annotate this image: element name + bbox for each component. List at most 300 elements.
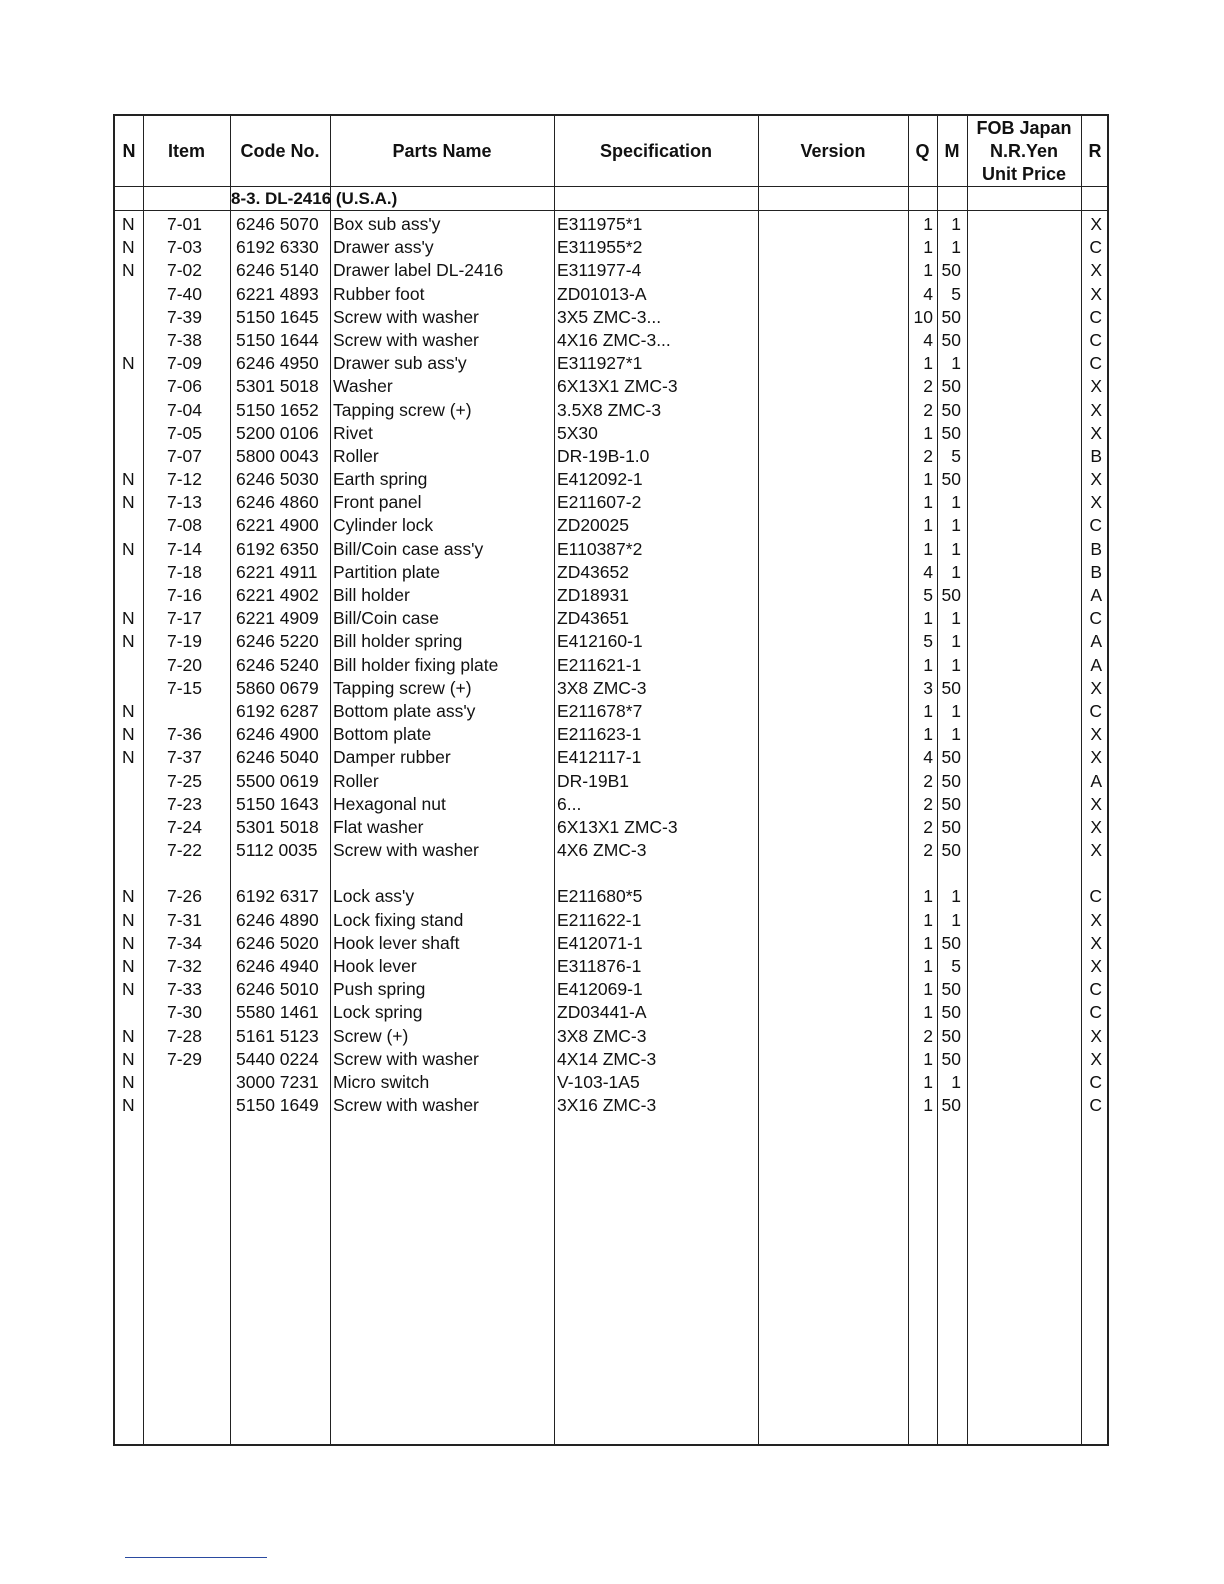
- cell-q: 2: [923, 445, 933, 466]
- cell-q: 1: [923, 492, 933, 513]
- cell-parts-name: Screw with washer: [333, 1095, 479, 1116]
- cell-parts-name: Bill/Coin case: [333, 608, 440, 629]
- cell-m: 50: [941, 1025, 961, 1046]
- cell-q: 2: [923, 770, 933, 791]
- cell-parts-name: Lock ass'y: [333, 886, 415, 907]
- cell-r: X: [1090, 399, 1102, 420]
- cell-code-no: 6246 5010: [236, 979, 319, 1000]
- cell-m: 5: [951, 283, 961, 304]
- cell-m: 1: [951, 561, 961, 582]
- cell-parts-name: Bill/Coin case ass'y: [333, 538, 484, 559]
- cell-q: 1: [923, 260, 933, 281]
- table-row: [115, 514, 1107, 537]
- cell-r: X: [1090, 816, 1102, 837]
- cell-q: 2: [923, 816, 933, 837]
- cell-code-no: 6221 4911: [236, 561, 318, 582]
- cell-r: C: [1089, 886, 1102, 907]
- cell-n: N: [122, 1025, 135, 1046]
- cell-specification: E211680*5: [557, 886, 643, 907]
- cell-r: C: [1089, 306, 1102, 327]
- cell-m: 1: [951, 608, 961, 629]
- cell-r: X: [1090, 793, 1102, 814]
- table-row: [115, 213, 1107, 236]
- header-r: R: [1088, 141, 1102, 161]
- cell-m: 50: [941, 770, 961, 791]
- cell-parts-name: Hexagonal nut: [333, 793, 446, 814]
- cell-r: C: [1089, 353, 1102, 374]
- cell-specification: 4X6 ZMC-3: [557, 840, 647, 861]
- cell-m: 1: [951, 724, 961, 745]
- cell-item: 7-12: [167, 469, 203, 490]
- cell-m: 1: [951, 1071, 961, 1092]
- cell-q: 2: [923, 376, 933, 397]
- cell-item: 7-26: [167, 886, 203, 907]
- cell-specification: E412117-1: [557, 747, 642, 768]
- cell-item: 7-31: [167, 909, 203, 930]
- cell-m: 1: [951, 492, 961, 513]
- cell-q: 1: [923, 1071, 933, 1092]
- cell-m: 50: [941, 422, 961, 443]
- table-row: [115, 352, 1107, 375]
- cell-parts-name: Cylinder lock: [333, 515, 434, 536]
- cell-m: 50: [941, 399, 961, 420]
- cell-parts-name: Hook lever: [333, 956, 417, 976]
- cell-q: 5: [923, 631, 933, 652]
- cell-specification: DR-19B-1.0: [557, 445, 650, 466]
- cell-specification: 4X14 ZMC-3: [557, 1048, 657, 1069]
- cell-q: 3: [923, 677, 933, 698]
- cell-r: X: [1090, 492, 1102, 513]
- section-divider: [115, 210, 1107, 211]
- cell-parts-name: Push spring: [333, 979, 426, 1000]
- table-row: [115, 422, 1107, 445]
- cell-specification: ZD01013-A: [557, 283, 647, 304]
- cell-q: 1: [923, 237, 933, 258]
- cell-m: 1: [951, 237, 961, 258]
- cell-m: 50: [941, 979, 961, 1000]
- cell-code-no: 6221 4900: [236, 515, 319, 536]
- cell-parts-name: Lock spring: [333, 1002, 423, 1023]
- cell-code-no: 5150 1644: [236, 329, 319, 350]
- cell-m: 50: [941, 932, 961, 953]
- table-row: [115, 862, 1107, 885]
- cell-n: N: [122, 700, 135, 721]
- cell-m: 1: [951, 353, 961, 374]
- cell-n: N: [122, 353, 135, 374]
- cell-parts-name: Bill holder: [333, 585, 410, 605]
- cell-r: X: [1090, 840, 1102, 861]
- cell-m: 50: [941, 329, 961, 350]
- cell-r: A: [1090, 631, 1102, 652]
- cell-m: 50: [941, 816, 961, 837]
- table-row: [115, 839, 1107, 862]
- cell-parts-name: Micro switch: [333, 1071, 430, 1092]
- cell-item: 7-18: [167, 561, 203, 582]
- table-row: [115, 955, 1107, 978]
- cell-r: A: [1090, 770, 1102, 791]
- cell-specification: ZD03441-A: [557, 1002, 647, 1023]
- cell-r: X: [1090, 214, 1102, 234]
- cell-r: A: [1090, 654, 1102, 675]
- cell-n: N: [122, 214, 135, 234]
- cell-code-no: 6246 4900: [236, 724, 319, 745]
- cell-item: 7-07: [167, 445, 203, 466]
- cell-code-no: 5150 1645: [236, 306, 319, 327]
- table-row: [115, 793, 1107, 816]
- table-row: [115, 630, 1107, 653]
- table-row: [115, 259, 1107, 282]
- cell-item: 7-02: [167, 260, 203, 281]
- cell-code-no: 6221 4902: [236, 585, 319, 605]
- cell-m: 5: [951, 445, 961, 466]
- cell-q: 2: [923, 1025, 933, 1046]
- table-row: [115, 1071, 1107, 1094]
- cell-q: 1: [923, 724, 933, 745]
- cell-specification: E311977-4: [557, 260, 642, 281]
- table-row: [115, 1094, 1107, 1117]
- header-m: M: [944, 141, 960, 161]
- cell-item: 7-30: [167, 1002, 203, 1023]
- cell-m: 50: [941, 376, 961, 397]
- cell-r: B: [1090, 538, 1102, 559]
- table-row: [115, 445, 1107, 468]
- cell-specification: E311927*1: [557, 353, 643, 374]
- cell-parts-name: Screw with washer: [333, 840, 479, 861]
- table-row: [115, 932, 1107, 955]
- cell-specification: E211622-1: [557, 909, 642, 930]
- cell-item: 7-04: [167, 399, 203, 420]
- cell-item: 7-24: [167, 816, 203, 837]
- cell-n: N: [122, 608, 135, 629]
- table-row: [115, 723, 1107, 746]
- cell-n: N: [122, 979, 135, 1000]
- cell-item: 7-32: [167, 956, 203, 976]
- cell-q: 2: [923, 399, 933, 420]
- cell-specification: E211621-1: [557, 654, 642, 675]
- header-specification: Specification: [599, 141, 713, 161]
- cell-parts-name: Roller: [333, 770, 379, 791]
- cell-code-no: 6246 4860: [236, 492, 319, 513]
- cell-code-no: 5860 0679: [236, 677, 319, 698]
- cell-r: C: [1089, 237, 1102, 258]
- cell-q: 1: [923, 214, 933, 234]
- cell-m: 50: [941, 1002, 961, 1023]
- cell-q: 1: [923, 1095, 933, 1116]
- cell-r: X: [1090, 1025, 1102, 1046]
- table-row: [115, 283, 1107, 306]
- cell-parts-name: Tapping screw (+): [333, 677, 472, 698]
- cell-r: C: [1089, 1071, 1102, 1092]
- cell-code-no: 6192 6330: [236, 237, 319, 258]
- cell-r: X: [1090, 469, 1102, 490]
- cell-n: N: [122, 260, 135, 281]
- cell-m: 1: [951, 538, 961, 559]
- cell-r: C: [1089, 1095, 1102, 1116]
- cell-item: 7-38: [167, 329, 203, 350]
- cell-m: 1: [951, 515, 961, 536]
- cell-q: 1: [923, 909, 933, 930]
- cell-specification: ZD20025: [557, 515, 629, 536]
- cell-specification: 3X8 ZMC-3: [557, 677, 647, 698]
- cell-code-no: 6221 4893: [236, 283, 319, 304]
- cell-code-no: 6246 5020: [236, 932, 319, 953]
- cell-q: 1: [923, 654, 933, 675]
- table-row: [115, 909, 1107, 932]
- cell-m: 50: [941, 1095, 961, 1116]
- cell-m: 50: [941, 585, 961, 605]
- cell-n: N: [122, 631, 135, 652]
- table-row: [115, 584, 1107, 607]
- cell-code-no: 5301 5018: [236, 816, 319, 837]
- cell-parts-name: Roller: [333, 445, 379, 466]
- cell-parts-name: Screw with washer: [333, 329, 479, 350]
- cell-r: A: [1090, 585, 1102, 605]
- cell-specification: 4X16 ZMC-3...: [557, 329, 671, 350]
- cell-n: N: [122, 1071, 135, 1092]
- table-row: [115, 746, 1107, 769]
- cell-specification: E311876-1: [557, 956, 642, 976]
- table-row: [115, 375, 1107, 398]
- table-row: [115, 816, 1107, 839]
- cell-r: X: [1090, 376, 1102, 397]
- cell-r: X: [1090, 1048, 1102, 1069]
- cell-parts-name: Drawer ass'y: [333, 237, 434, 258]
- cell-q: 4: [923, 329, 933, 350]
- cell-item: 7-16: [167, 585, 203, 605]
- cell-n: N: [122, 747, 135, 768]
- header-version: Version: [800, 141, 866, 161]
- cell-parts-name: Screw (+): [333, 1025, 409, 1046]
- cell-code-no: 6246 4950: [236, 353, 319, 374]
- cell-r: X: [1090, 283, 1102, 304]
- cell-item: 7-36: [167, 724, 203, 745]
- table-row: [115, 561, 1107, 584]
- cell-parts-name: Partition plate: [333, 561, 441, 582]
- cell-m: 50: [941, 840, 961, 861]
- cell-code-no: 3000 7231: [236, 1071, 319, 1092]
- table-row: [115, 236, 1107, 259]
- cell-parts-name: Front panel: [333, 492, 422, 513]
- cell-specification: ZD43651: [557, 608, 629, 629]
- cell-code-no: 6246 5140: [236, 260, 319, 281]
- table-row: [115, 1025, 1107, 1048]
- cell-r: X: [1090, 747, 1102, 768]
- table-row: [115, 677, 1107, 700]
- cell-r: X: [1090, 932, 1102, 953]
- cell-code-no: 6246 5220: [236, 631, 319, 652]
- cell-r: C: [1089, 979, 1102, 1000]
- cell-code-no: 5500 0619: [236, 770, 319, 791]
- cell-specification: E412069-1: [557, 979, 643, 1000]
- cell-specification: E412092-1: [557, 469, 643, 490]
- cell-r: X: [1090, 909, 1102, 930]
- cell-q: 1: [923, 353, 933, 374]
- cell-r: C: [1089, 1002, 1102, 1023]
- cell-specification: V-103-1A5: [557, 1071, 640, 1092]
- cell-q: 2: [923, 840, 933, 861]
- cell-q: 1: [923, 956, 933, 976]
- header-price-line-3: Unit Price: [981, 164, 1067, 184]
- cell-specification: E311955*2: [557, 237, 643, 258]
- cell-q: 4: [923, 283, 933, 304]
- cell-q: 5: [923, 585, 933, 605]
- cell-n: N: [122, 469, 135, 490]
- header-unit-price: [967, 116, 1081, 187]
- cell-q: 1: [923, 886, 933, 907]
- cell-m: 1: [951, 214, 961, 234]
- cell-q: 1: [923, 932, 933, 953]
- table-row: [115, 329, 1107, 352]
- table-row: [115, 1001, 1107, 1024]
- table-row: [115, 978, 1107, 1001]
- table-row: [115, 538, 1107, 561]
- table-row: [115, 491, 1107, 514]
- cell-parts-name: Lock fixing stand: [333, 909, 464, 930]
- cell-code-no: 6246 5030: [236, 469, 319, 490]
- cell-r: C: [1089, 608, 1102, 629]
- parts-list-table: [113, 114, 1109, 1446]
- cell-item: 7-28: [167, 1025, 203, 1046]
- cell-item: 7-03: [167, 237, 203, 258]
- cell-q: 10: [913, 306, 933, 327]
- cell-specification: E211678*7: [557, 700, 643, 721]
- cell-specification: E412160-1: [557, 631, 643, 652]
- cell-code-no: 5161 5123: [236, 1025, 319, 1046]
- table-row: [115, 607, 1107, 630]
- cell-specification: 6X13X1 ZMC-3: [557, 816, 678, 837]
- section-title: 8-3. DL-2416 (U.S.A.): [231, 189, 398, 208]
- cell-parts-name: Drawer label DL-2416: [333, 260, 504, 281]
- cell-parts-name: Flat washer: [333, 816, 424, 837]
- cell-m: 1: [951, 654, 961, 675]
- cell-specification: DR-19B1: [557, 770, 629, 791]
- cell-specification: 6X13X1 ZMC-3: [557, 376, 678, 397]
- cell-code-no: 5580 1461: [236, 1002, 319, 1023]
- header-parts-name: Parts Name: [392, 141, 492, 161]
- cell-r: B: [1090, 445, 1102, 466]
- header-price-line-2: N.R.Yen: [989, 141, 1059, 161]
- cell-code-no: 6246 4940: [236, 956, 319, 976]
- cell-r: X: [1090, 677, 1102, 698]
- cell-item: 7-33: [167, 979, 203, 1000]
- cell-parts-name: Bottom plate: [333, 724, 432, 745]
- cell-q: 1: [923, 538, 933, 559]
- cell-n: N: [122, 538, 135, 559]
- cell-parts-name: Washer: [333, 376, 393, 397]
- cell-m: 50: [941, 469, 961, 490]
- cell-code-no: 5150 1652: [236, 399, 319, 420]
- cell-parts-name: Rivet: [333, 422, 373, 443]
- cell-n: N: [122, 237, 135, 258]
- cell-code-no: 5440 0224: [236, 1048, 319, 1069]
- cell-item: 7-34: [167, 932, 203, 953]
- cell-specification: E311975*1: [557, 214, 643, 234]
- cell-item: 7-09: [167, 353, 203, 374]
- cell-m: 50: [941, 306, 961, 327]
- cell-item: 7-20: [167, 654, 203, 675]
- cell-item: 7-39: [167, 306, 203, 327]
- cell-specification: 3X16 ZMC-3: [557, 1095, 657, 1116]
- table-row: [115, 468, 1107, 491]
- cell-item: 7-06: [167, 376, 203, 397]
- cell-specification: 5X30: [557, 422, 598, 443]
- table-row: [115, 700, 1107, 723]
- cell-specification: E211623-1: [557, 724, 642, 745]
- cell-r: C: [1089, 515, 1102, 536]
- cell-specification: 3X5 ZMC-3...: [557, 306, 662, 327]
- table-row: [115, 306, 1107, 329]
- cell-specification: ZD18931: [557, 585, 629, 605]
- cell-parts-name: Drawer sub ass'y: [333, 353, 467, 374]
- cell-item: 7-17: [167, 608, 203, 629]
- cell-m: 50: [941, 260, 961, 281]
- cell-code-no: 6246 5240: [236, 654, 319, 675]
- cell-specification: 3X8 ZMC-3: [557, 1025, 647, 1046]
- cell-m: 1: [951, 631, 961, 652]
- cell-code-no: 6221 4909: [236, 608, 319, 629]
- cell-item: 7-40: [167, 283, 203, 304]
- cell-q: 4: [923, 747, 933, 768]
- cell-parts-name: Tapping screw (+): [333, 399, 472, 420]
- cell-m: 50: [941, 747, 961, 768]
- cell-m: 5: [951, 956, 961, 976]
- cell-q: 1: [923, 469, 933, 490]
- cell-r: C: [1089, 700, 1102, 721]
- cell-code-no: 5301 5018: [236, 376, 319, 397]
- cell-r: X: [1090, 956, 1102, 976]
- parts-rows: [115, 213, 1107, 1117]
- cell-item: 7-23: [167, 793, 203, 814]
- cell-specification: E110387*2: [557, 538, 643, 559]
- header-q: Q: [915, 141, 930, 161]
- cell-r: X: [1090, 724, 1102, 745]
- table-row: [115, 399, 1107, 422]
- cell-item: 7-37: [167, 747, 203, 768]
- cell-q: 1: [923, 515, 933, 536]
- table-row: [115, 770, 1107, 793]
- cell-n: N: [122, 1095, 135, 1116]
- footer-rule: [125, 1557, 267, 1558]
- cell-specification: 3.5X8 ZMC-3: [557, 399, 662, 420]
- cell-parts-name: Bottom plate ass'y: [333, 700, 476, 721]
- cell-m: 50: [941, 677, 961, 698]
- cell-n: N: [122, 724, 135, 745]
- cell-code-no: 6246 5070: [236, 214, 319, 234]
- cell-code-no: 5112 0035: [236, 840, 318, 861]
- cell-item: 7-01: [167, 214, 203, 234]
- cell-r: X: [1090, 422, 1102, 443]
- cell-m: 1: [951, 886, 961, 907]
- cell-item: 7-25: [167, 770, 203, 791]
- cell-n: N: [122, 1048, 135, 1069]
- cell-q: 1: [923, 422, 933, 443]
- cell-m: 50: [941, 793, 961, 814]
- cell-item: 7-13: [167, 492, 203, 513]
- cell-parts-name: Damper rubber: [333, 747, 451, 768]
- cell-code-no: 5150 1649: [236, 1095, 319, 1116]
- table-row: [115, 885, 1107, 908]
- cell-parts-name: Hook lever shaft: [333, 932, 460, 953]
- cell-code-no: 5150 1643: [236, 793, 319, 814]
- cell-q: 1: [923, 1002, 933, 1023]
- cell-item: 7-05: [167, 422, 203, 443]
- header-price-line-1: FOB Japan: [976, 118, 1072, 138]
- cell-parts-name: Screw with washer: [333, 1048, 479, 1069]
- table-row: [115, 1048, 1107, 1071]
- cell-code-no: 6192 6350: [236, 538, 319, 559]
- header-code-no: Code No.: [240, 141, 320, 161]
- cell-m: 1: [951, 700, 961, 721]
